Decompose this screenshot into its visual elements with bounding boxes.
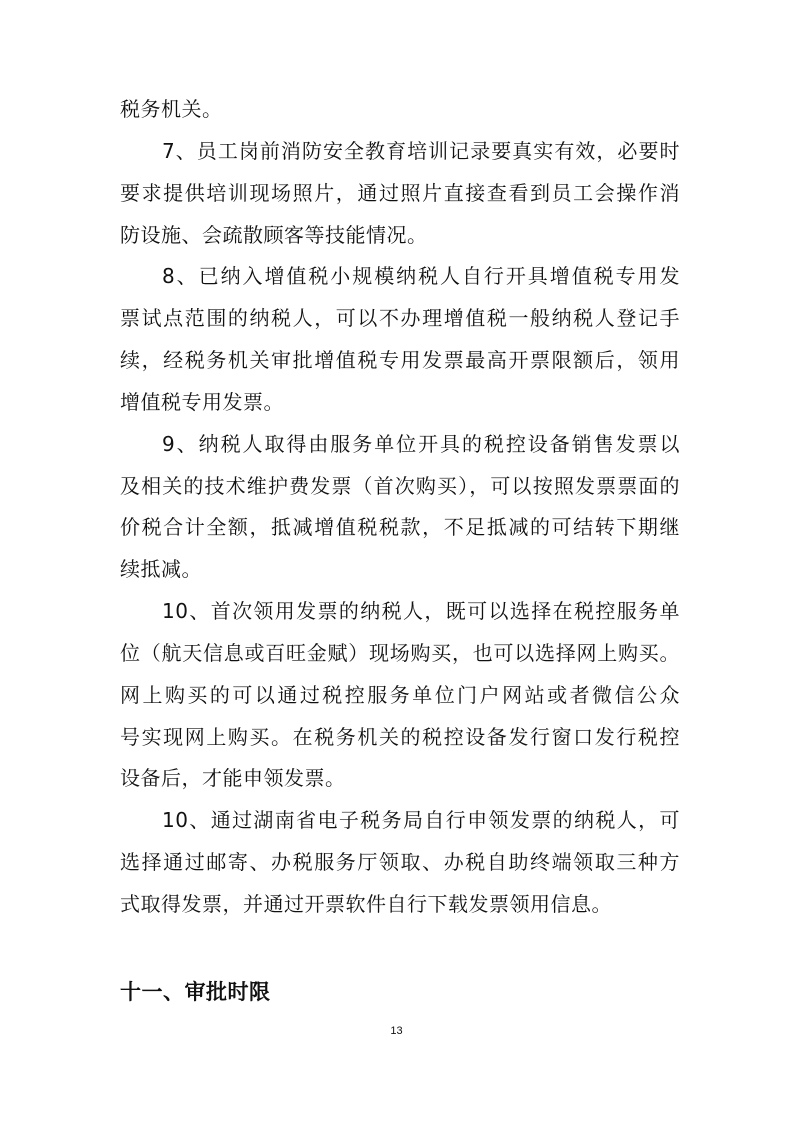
text-line: 10、首次领用发票的纳税人，既可以选择在税控服务单: [162, 599, 680, 624]
text-line: 位（航天信息或百旺金赋）现场购买，也可以选择网上购买。: [120, 640, 680, 665]
text-line: 税务机关。: [120, 97, 223, 121]
text-line: 设备后，才能申领发票。: [120, 766, 346, 791]
text-line: 续抵减。: [120, 557, 202, 582]
text-line: 7、员工岗前消防安全教育培训记录要真实有效，必要时: [162, 138, 680, 163]
text-line: 及相关的技术维护费发票（首次购买），可以按照发票票面的: [120, 473, 680, 498]
section-heading: 十一、审批时限: [120, 980, 271, 1004]
text-line: 网上购买的可以通过税控服务单位门户网站或者微信公众: [120, 682, 680, 707]
text-line: 要求提供培训现场照片，通过照片直接查看到员工会操作消: [120, 180, 680, 205]
text-line: 票试点范围的纳税人，可以不办理增值税一般纳税人登记手: [120, 306, 680, 331]
text-line: 续，经税务机关审批增值税专用发票最高开票限额后，领用: [120, 348, 680, 373]
page-number: 13: [390, 1025, 403, 1037]
text-line: 8、已纳入增值税小规模纳税人自行开具增值税专用发: [162, 264, 680, 289]
text-line: 选择通过邮寄、办税服务厅领取、办税自助终端领取三种方: [120, 850, 680, 875]
text-line: 价税合计全额，抵减增值税税款，不足抵减的可结转下期继: [120, 515, 680, 540]
text-line: 增值税专用发票。: [120, 389, 284, 414]
text-line: 防设施、会疏散顾客等技能情况。: [120, 222, 428, 247]
text-line: 号实现网上购买。在税务机关的税控设备发行窗口发行税控: [120, 724, 680, 749]
text-line: 9、纳税人取得由服务单位开具的税控设备销售发票以: [162, 431, 680, 456]
text-line: 10、通过湖南省电子税务局自行申领发票的纳税人，可: [162, 808, 680, 833]
text-line: 式取得发票，并通过开票软件自行下载发票领用信息。: [120, 892, 612, 916]
